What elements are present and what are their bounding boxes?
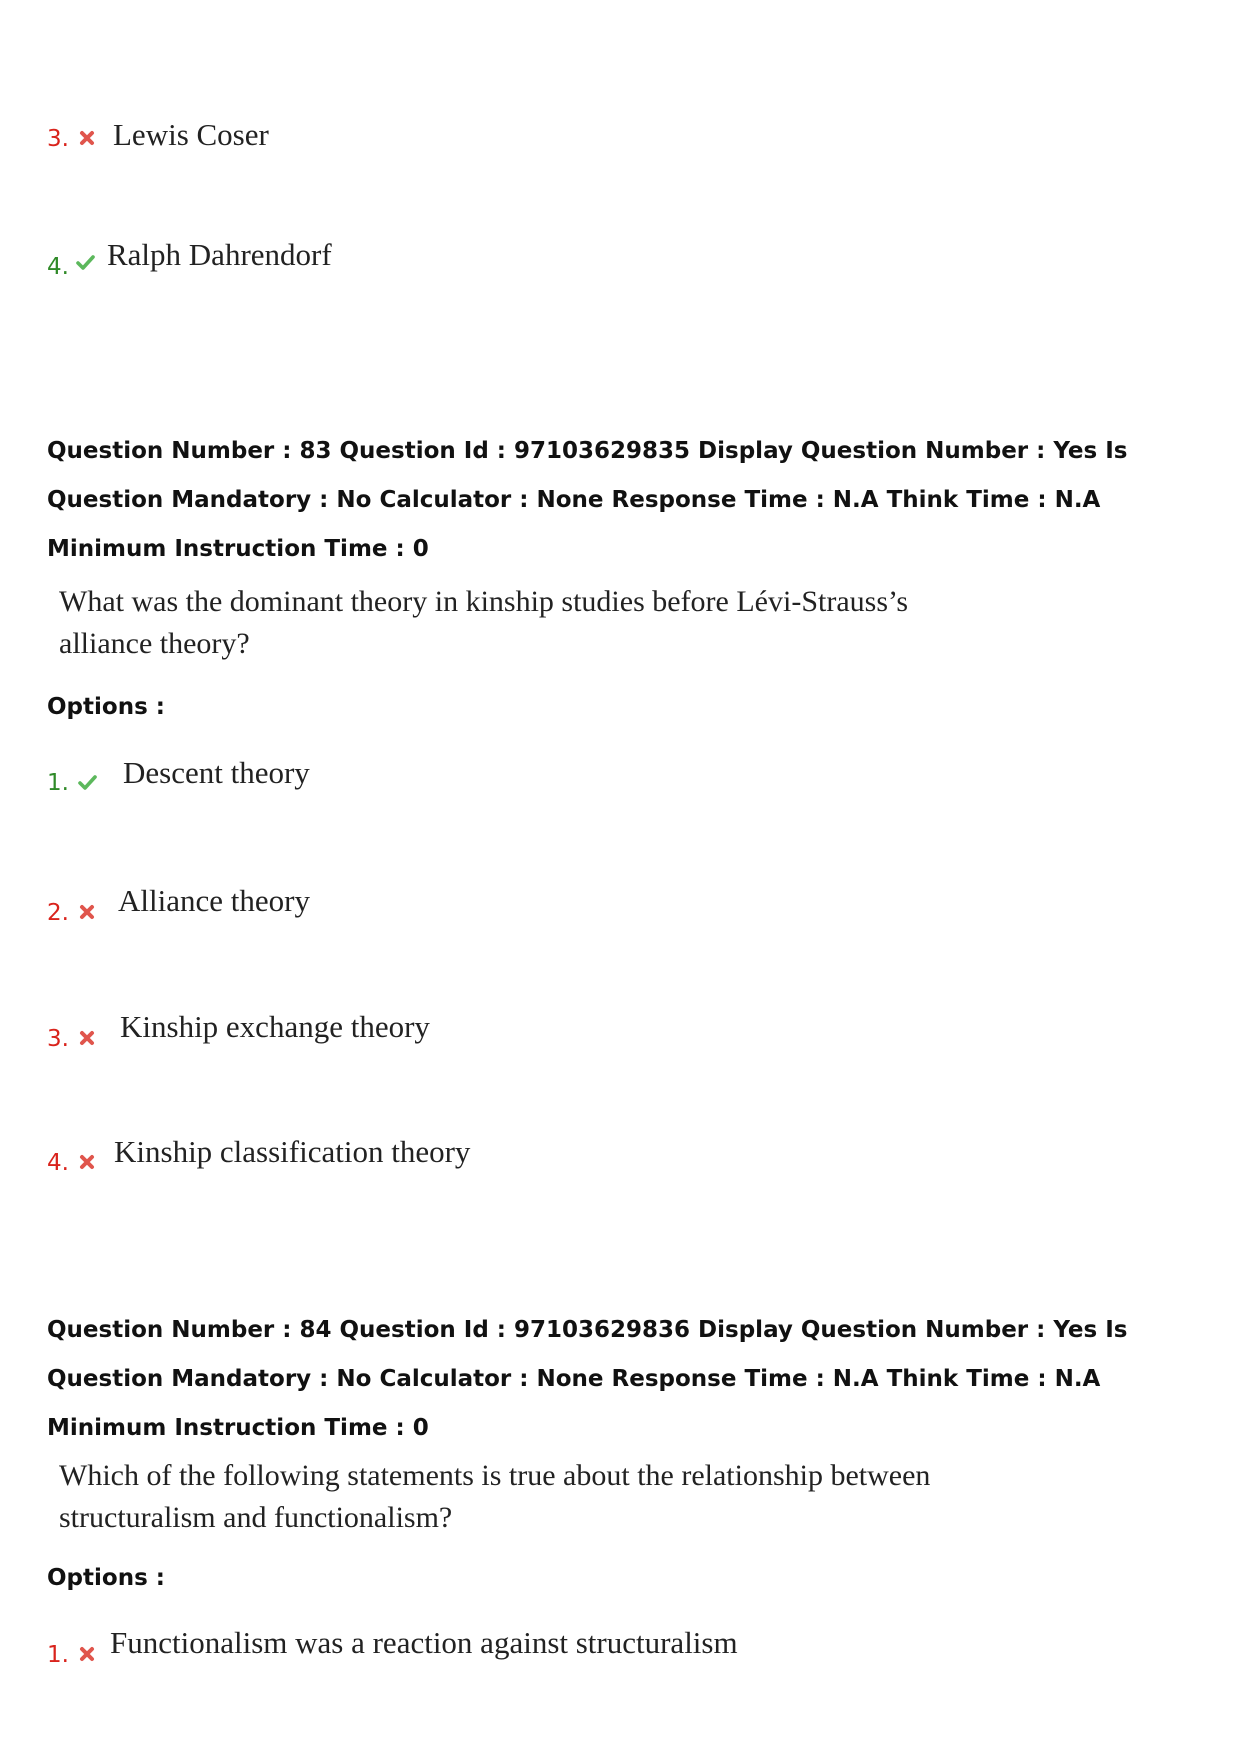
option-text: Descent theory <box>123 755 310 790</box>
cross-icon <box>77 128 97 148</box>
cross-icon <box>77 902 97 922</box>
question-text <box>59 1455 959 1539</box>
question-text <box>59 581 959 665</box>
question-text-line: What was the dominant theory in kinship studies before Lévi-Strauss’s <box>59 585 909 618</box>
check-icon <box>77 772 97 792</box>
question-text-line: Which of the following statements is true about the relationship between <box>59 1459 931 1492</box>
option-number: 4. <box>47 1150 69 1176</box>
option-text: Kinship classification theory <box>114 1134 471 1169</box>
cross-icon <box>77 1152 97 1172</box>
option-text: Functionalism was a reaction against structuralism <box>110 1625 738 1660</box>
cross-icon <box>77 1028 97 1048</box>
option-number: 1. <box>47 770 69 796</box>
question-meta: Question Number : 83 Question Id : 97103629835 Display Question Number : Yes Is Question Mandatory : No Calculator : None Response Time : N.A Think Time : N.A Minimum Instruction Time : 0 <box>47 438 1128 562</box>
option-number: 3. <box>47 126 69 152</box>
check-icon <box>75 252 95 272</box>
question-meta: Question Number : 84 Question Id : 97103629836 Display Question Number : Yes Is Question Mandatory : No Calculator : None Response Time : N.A Think Time : N.A Minimum Instruction Time : 0 <box>47 1317 1128 1441</box>
option-number: 4. <box>47 254 69 280</box>
cross-icon <box>77 1644 97 1664</box>
options-label: Options : <box>47 694 165 720</box>
option-text: Kinship exchange theory <box>120 1009 430 1044</box>
option-text: Alliance theory <box>118 883 310 918</box>
option-number: 2. <box>47 900 69 926</box>
option-number: 1. <box>47 1642 69 1668</box>
options-label: Options : <box>47 1565 165 1591</box>
question-text-line: alliance theory? <box>59 627 250 660</box>
option-text: Ralph Dahrendorf <box>107 237 332 272</box>
option-number: 3. <box>47 1026 69 1052</box>
question-text-line: structuralism and functionalism? <box>59 1501 453 1534</box>
option-text: Lewis Coser <box>113 117 269 152</box>
